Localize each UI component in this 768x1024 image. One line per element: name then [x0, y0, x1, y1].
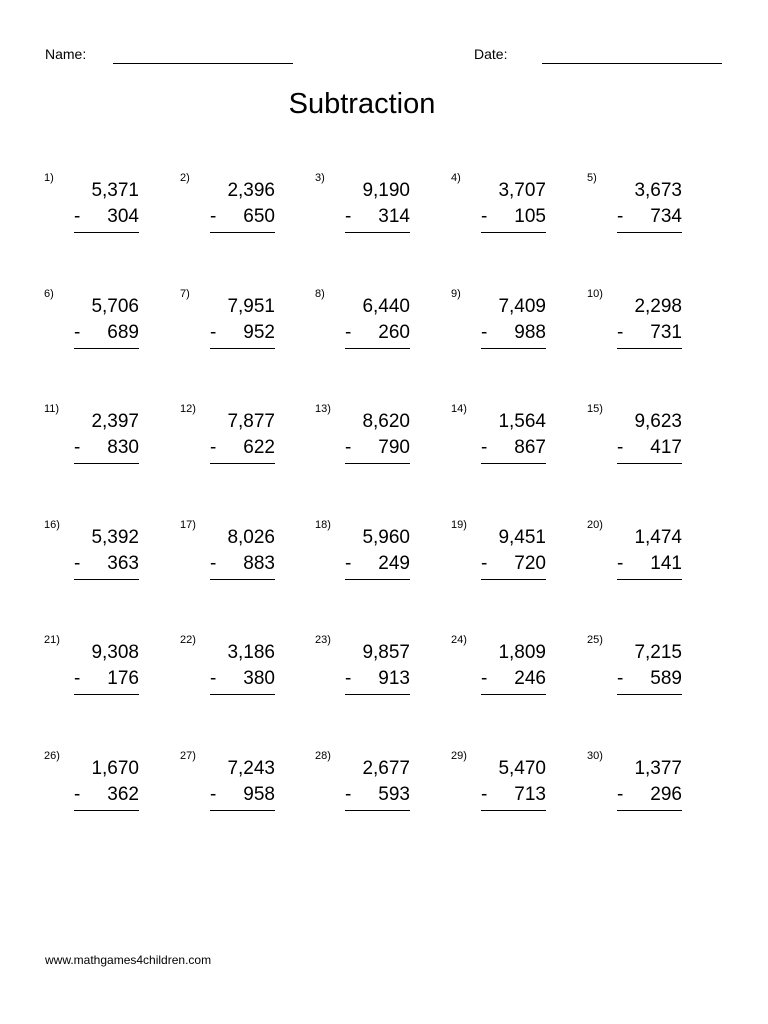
minuend: 9,623 [634, 411, 682, 432]
answer-line [481, 463, 546, 464]
problem-number: 3) [315, 172, 325, 184]
minuend: 5,706 [91, 296, 139, 317]
subtrahend: 734 [650, 206, 682, 227]
subtrahend: 952 [243, 322, 275, 343]
subtrahend: 105 [514, 206, 546, 227]
minus-sign: - [481, 553, 488, 574]
answer-line [345, 348, 410, 349]
minus-sign: - [345, 784, 352, 805]
subtrahend: 988 [514, 322, 546, 343]
minuend: 9,190 [362, 180, 410, 201]
problem-number: 8) [315, 288, 325, 300]
minus-sign: - [74, 437, 81, 458]
minuend: 9,308 [91, 642, 139, 663]
page-title: Subtraction [288, 88, 436, 120]
minuend: 9,451 [498, 527, 546, 548]
minuend: 1,670 [91, 758, 139, 779]
problem-number: 26) [44, 750, 60, 762]
subtrahend: 913 [378, 668, 410, 689]
minus-sign: - [481, 206, 488, 227]
subtrahend: 731 [650, 322, 682, 343]
minuend: 8,026 [227, 527, 275, 548]
subtraction-problem [180, 634, 275, 714]
minus-sign: - [617, 322, 624, 343]
minus-sign: - [74, 784, 81, 805]
minuend: 2,396 [227, 180, 275, 201]
problem-number: 19) [451, 519, 467, 531]
problem-number: 6) [44, 288, 54, 300]
subtrahend: 246 [514, 668, 546, 689]
answer-line [345, 694, 410, 695]
minuend: 3,673 [634, 180, 682, 201]
answer-line [74, 232, 139, 233]
answer-line [345, 579, 410, 580]
problem-number: 14) [451, 403, 467, 415]
minus-sign: - [617, 668, 624, 689]
minus-sign: - [74, 322, 81, 343]
subtraction-problem [180, 750, 275, 830]
answer-line [617, 232, 682, 233]
minus-sign: - [345, 668, 352, 689]
answer-line [481, 348, 546, 349]
subtraction-problem [587, 172, 682, 252]
minuend: 5,960 [362, 527, 410, 548]
minus-sign: - [481, 322, 488, 343]
subtraction-problem [587, 750, 682, 830]
subtraction-problem [587, 519, 682, 599]
subtrahend: 417 [650, 437, 682, 458]
minuend: 6,440 [362, 296, 410, 317]
minuend: 2,677 [362, 758, 410, 779]
subtrahend: 713 [514, 784, 546, 805]
minus-sign: - [617, 553, 624, 574]
problem-number: 30) [587, 750, 603, 762]
minuend: 1,809 [498, 642, 546, 663]
minus-sign: - [481, 668, 488, 689]
subtrahend: 296 [650, 784, 682, 805]
subtrahend: 176 [107, 668, 139, 689]
problem-number: 13) [315, 403, 331, 415]
subtrahend: 867 [514, 437, 546, 458]
problem-number: 1) [44, 172, 54, 184]
minus-sign: - [210, 322, 217, 343]
minuend: 1,474 [634, 527, 682, 548]
minuend: 3,186 [227, 642, 275, 663]
subtrahend: 589 [650, 668, 682, 689]
subtraction-problem [180, 172, 275, 252]
minuend: 7,215 [634, 642, 682, 663]
subtraction-problem [451, 750, 546, 830]
minuend: 7,243 [227, 758, 275, 779]
answer-line [74, 463, 139, 464]
subtrahend: 689 [107, 322, 139, 343]
answer-line [617, 810, 682, 811]
problem-number: 9) [451, 288, 461, 300]
minuend: 1,564 [498, 411, 546, 432]
minuend: 2,397 [91, 411, 139, 432]
minus-sign: - [345, 437, 352, 458]
answer-line [617, 348, 682, 349]
problem-number: 24) [451, 634, 467, 646]
subtraction-problem [451, 519, 546, 599]
answer-line [210, 810, 275, 811]
answer-line [481, 579, 546, 580]
subtrahend: 380 [243, 668, 275, 689]
problem-number: 20) [587, 519, 603, 531]
problem-number: 15) [587, 403, 603, 415]
answer-line [617, 694, 682, 695]
problem-number: 10) [587, 288, 603, 300]
minus-sign: - [74, 553, 81, 574]
problem-number: 16) [44, 519, 60, 531]
problem-number: 11) [44, 403, 60, 415]
answer-line [74, 579, 139, 580]
problem-number: 22) [180, 634, 196, 646]
date-line [542, 63, 722, 64]
minus-sign: - [617, 437, 624, 458]
problem-number: 27) [180, 750, 196, 762]
answer-line [210, 463, 275, 464]
answer-line [74, 694, 139, 695]
subtrahend: 958 [243, 784, 275, 805]
subtrahend: 249 [378, 553, 410, 574]
subtraction-problem [44, 750, 139, 830]
minus-sign: - [481, 437, 488, 458]
subtraction-problem [315, 750, 410, 830]
minuend: 5,470 [498, 758, 546, 779]
subtrahend: 622 [243, 437, 275, 458]
subtraction-problem [44, 288, 139, 368]
problem-number: 18) [315, 519, 331, 531]
subtraction-problem [451, 172, 546, 252]
subtrahend: 362 [107, 784, 139, 805]
minus-sign: - [345, 322, 352, 343]
minus-sign: - [617, 784, 624, 805]
minus-sign: - [210, 784, 217, 805]
minus-sign: - [210, 668, 217, 689]
subtraction-problem [587, 288, 682, 368]
date-label: Date: [474, 46, 508, 62]
subtrahend: 720 [514, 553, 546, 574]
problem-number: 23) [315, 634, 331, 646]
answer-line [345, 232, 410, 233]
subtraction-problem [180, 288, 275, 368]
subtraction-problem [180, 519, 275, 599]
subtraction-problem [44, 172, 139, 252]
answer-line [210, 694, 275, 695]
answer-line [345, 463, 410, 464]
minus-sign: - [74, 206, 81, 227]
subtraction-problem [315, 288, 410, 368]
subtraction-problem [315, 403, 410, 483]
minus-sign: - [345, 553, 352, 574]
problem-number: 21) [44, 634, 60, 646]
answer-line [74, 348, 139, 349]
subtraction-problem [44, 403, 139, 483]
answer-line [210, 232, 275, 233]
problem-number: 29) [451, 750, 467, 762]
problem-number: 17) [180, 519, 196, 531]
minuend: 1,377 [634, 758, 682, 779]
minus-sign: - [345, 206, 352, 227]
answer-line [210, 348, 275, 349]
subtrahend: 883 [243, 553, 275, 574]
answer-line [210, 579, 275, 580]
subtrahend: 790 [378, 437, 410, 458]
problem-number: 28) [315, 750, 331, 762]
minuend: 3,707 [498, 180, 546, 201]
subtraction-problem [587, 634, 682, 714]
problem-number: 7) [180, 288, 190, 300]
subtraction-problem [44, 519, 139, 599]
subtraction-problem [587, 403, 682, 483]
subtraction-problem [180, 403, 275, 483]
answer-line [345, 810, 410, 811]
minus-sign: - [210, 437, 217, 458]
subtrahend: 314 [378, 206, 410, 227]
answer-line [481, 232, 546, 233]
problem-number: 5) [587, 172, 597, 184]
problem-number: 2) [180, 172, 190, 184]
minuend: 2,298 [634, 296, 682, 317]
subtrahend: 304 [107, 206, 139, 227]
subtrahend: 650 [243, 206, 275, 227]
subtraction-problem [315, 172, 410, 252]
subtrahend: 363 [107, 553, 139, 574]
subtraction-problem [451, 634, 546, 714]
minuend: 9,857 [362, 642, 410, 663]
name-line [113, 63, 293, 64]
answer-line [481, 694, 546, 695]
subtraction-problem [315, 519, 410, 599]
subtrahend: 830 [107, 437, 139, 458]
subtraction-problem [315, 634, 410, 714]
subtrahend: 260 [378, 322, 410, 343]
minuend: 5,392 [91, 527, 139, 548]
problem-number: 4) [451, 172, 461, 184]
subtraction-problem [451, 288, 546, 368]
minus-sign: - [617, 206, 624, 227]
subtrahend: 141 [650, 553, 682, 574]
answer-line [617, 579, 682, 580]
name-label: Name: [45, 46, 87, 62]
minus-sign: - [74, 668, 81, 689]
answer-line [481, 810, 546, 811]
minuend: 8,620 [362, 411, 410, 432]
answer-line [74, 810, 139, 811]
minus-sign: - [481, 784, 488, 805]
subtraction-problem [451, 403, 546, 483]
minus-sign: - [210, 553, 217, 574]
minuend: 7,877 [227, 411, 275, 432]
problem-number: 12) [180, 403, 196, 415]
minuend: 7,951 [227, 296, 275, 317]
subtrahend: 593 [378, 784, 410, 805]
footer-url: www.mathgames4children.com [45, 953, 212, 967]
minus-sign: - [210, 206, 217, 227]
problem-number: 25) [587, 634, 603, 646]
minuend: 5,371 [91, 180, 139, 201]
minuend: 7,409 [498, 296, 546, 317]
subtraction-problem [44, 634, 139, 714]
answer-line [617, 463, 682, 464]
